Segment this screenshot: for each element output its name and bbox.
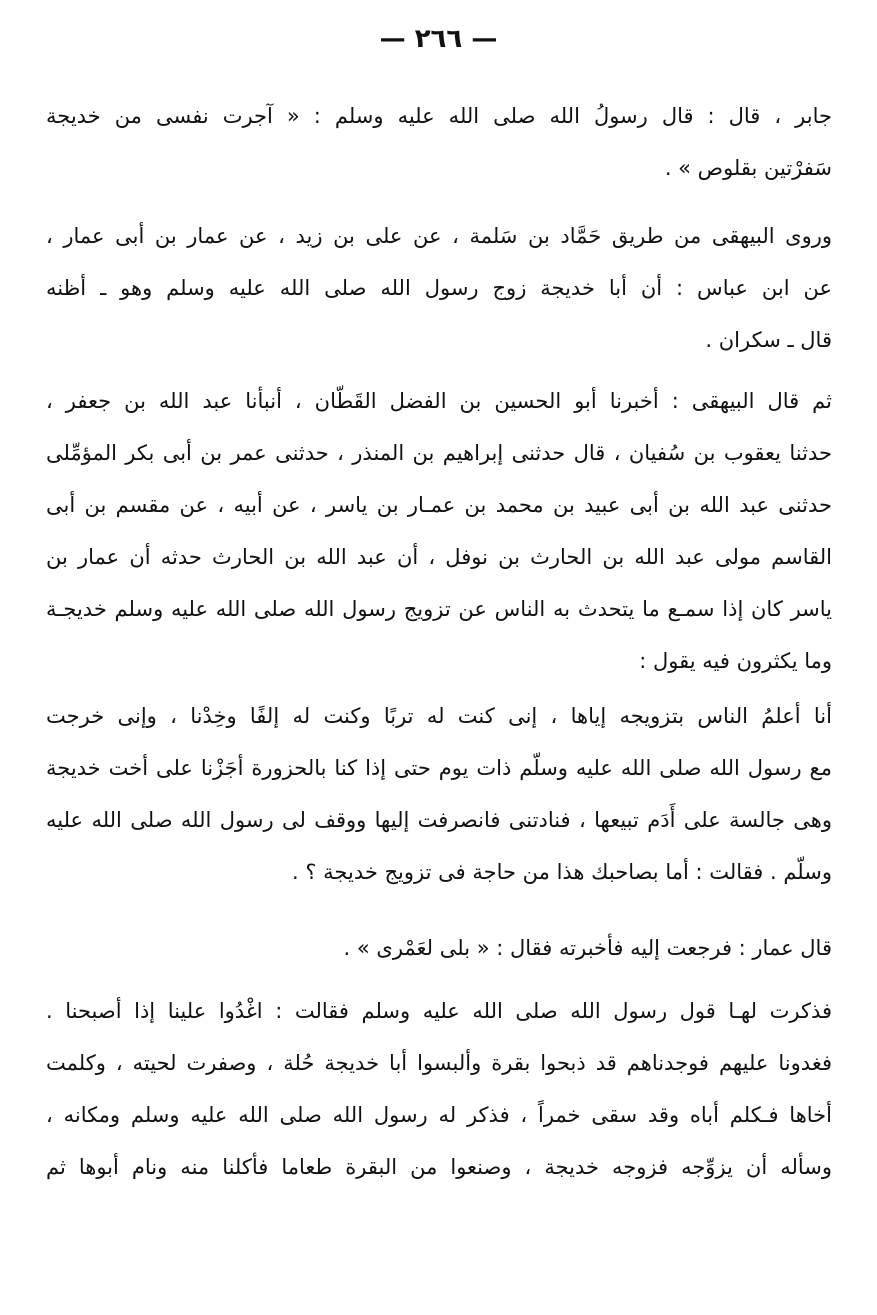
text-line: أخاها فـكلم أباه وقد سقى خمراً ، فذكر له رسول الله صلى الله عليه وسلم ومكانه ، [46,1103,832,1127]
page-number: — ٢٦٦ — [379,24,498,54]
text-line: فذكرت لهـا قول رسول الله صلى الله عليه وسلم فقالت : اغْدُوا علينا إذا أصبحنا . [46,999,832,1023]
paragraph-2 [46,210,832,366]
text-line: جابر ، قال : قال رسولُ الله صلى الله عليه وسلم : « آجرت نفسى من خديجة [46,104,832,128]
text-line: عن ابن عباس : أن أبا خديجة زوج رسول الله صلى الله عليه وسلم وهو ـ أظنه [46,276,832,300]
text-line: القاسم مولى عبد الله بن الحارث بن نوفل ، أن عبد الله بن الحارث حدثه أن عمار بن [46,545,832,569]
paragraph-4 [46,690,832,898]
text-line: مع رسول الله صلى الله عليه وسلّم ذات يوم حتى إذا كنا بالحزورة أجَزْنا على أخت خديجة [46,756,832,780]
text-line: قال ـ سكران . [705,328,832,352]
text-line: حدثنى عبد الله بن أبى عبيد بن محمد بن عمـار بن ياسر ، عن أبيه ، عن مقسم بن أبى [46,493,832,517]
text-line: ياسر كان إذا سمـع ما يتحدث به الناس عن تزويج رسول الله صلى الله عليه وسلم خديجـة [46,597,832,621]
paragraph-6 [46,985,832,1193]
text-line: وسلّم . فقالت : أما بصاحبك هذا من حاجة فى تزويج خديجة ؟ . [291,860,832,884]
text-line: سَفرْتين بقلوص » . [664,156,832,180]
text-line: وما يكثرون فيه يقول : [639,649,832,673]
paragraph-5 [46,922,832,974]
paragraph-3 [46,375,832,687]
text-line: ثم قال البيهقى : أخبرنا أبو الحسين بن الفضل القَطّان ، أنبأنا عبد الله بن جعفر ، [46,389,832,413]
text-line: أنا أعلمُ الناس بتزويجه إياها ، إنى كنت له تربًا وكنت له إلفًا وخِدْنا ، وإنى خرجت [46,704,832,728]
text-line: قال عمار : فرجعت إليه فأخبرته فقال : « بلى لعَمْرى » . [343,936,832,960]
text-line: حدثنا يعقوب بن سُفيان ، قال حدثنى إبراهيم بن المنذر ، حدثنى عمر بن أبى بكر المؤمِّلى [46,441,832,465]
text-line: وسأله أن يزوِّجه فزوجه خديجة ، وصنعوا من البقرة طعاما فأكلنا منه ونام أبوها ثم [46,1155,832,1179]
text-line: وروى البيهقى من طريق حَمَّاد بن سَلمة ، عن على بن زيد ، عن عمار بن أبى عمار ، [46,224,832,248]
text-line: وهى جالسة على أَدَم تبيعها ، فنادتنى فانصرفت إليها ووقف لى رسول الله صلى الله عليه [46,808,832,832]
paragraph-1 [46,90,832,194]
text-line: فغدونا عليهم فوجدناهم قد ذبحوا بقرة وألبسوا أبا خديجة حُلة ، وصفرت لحيته ، وكلمت [46,1051,832,1075]
